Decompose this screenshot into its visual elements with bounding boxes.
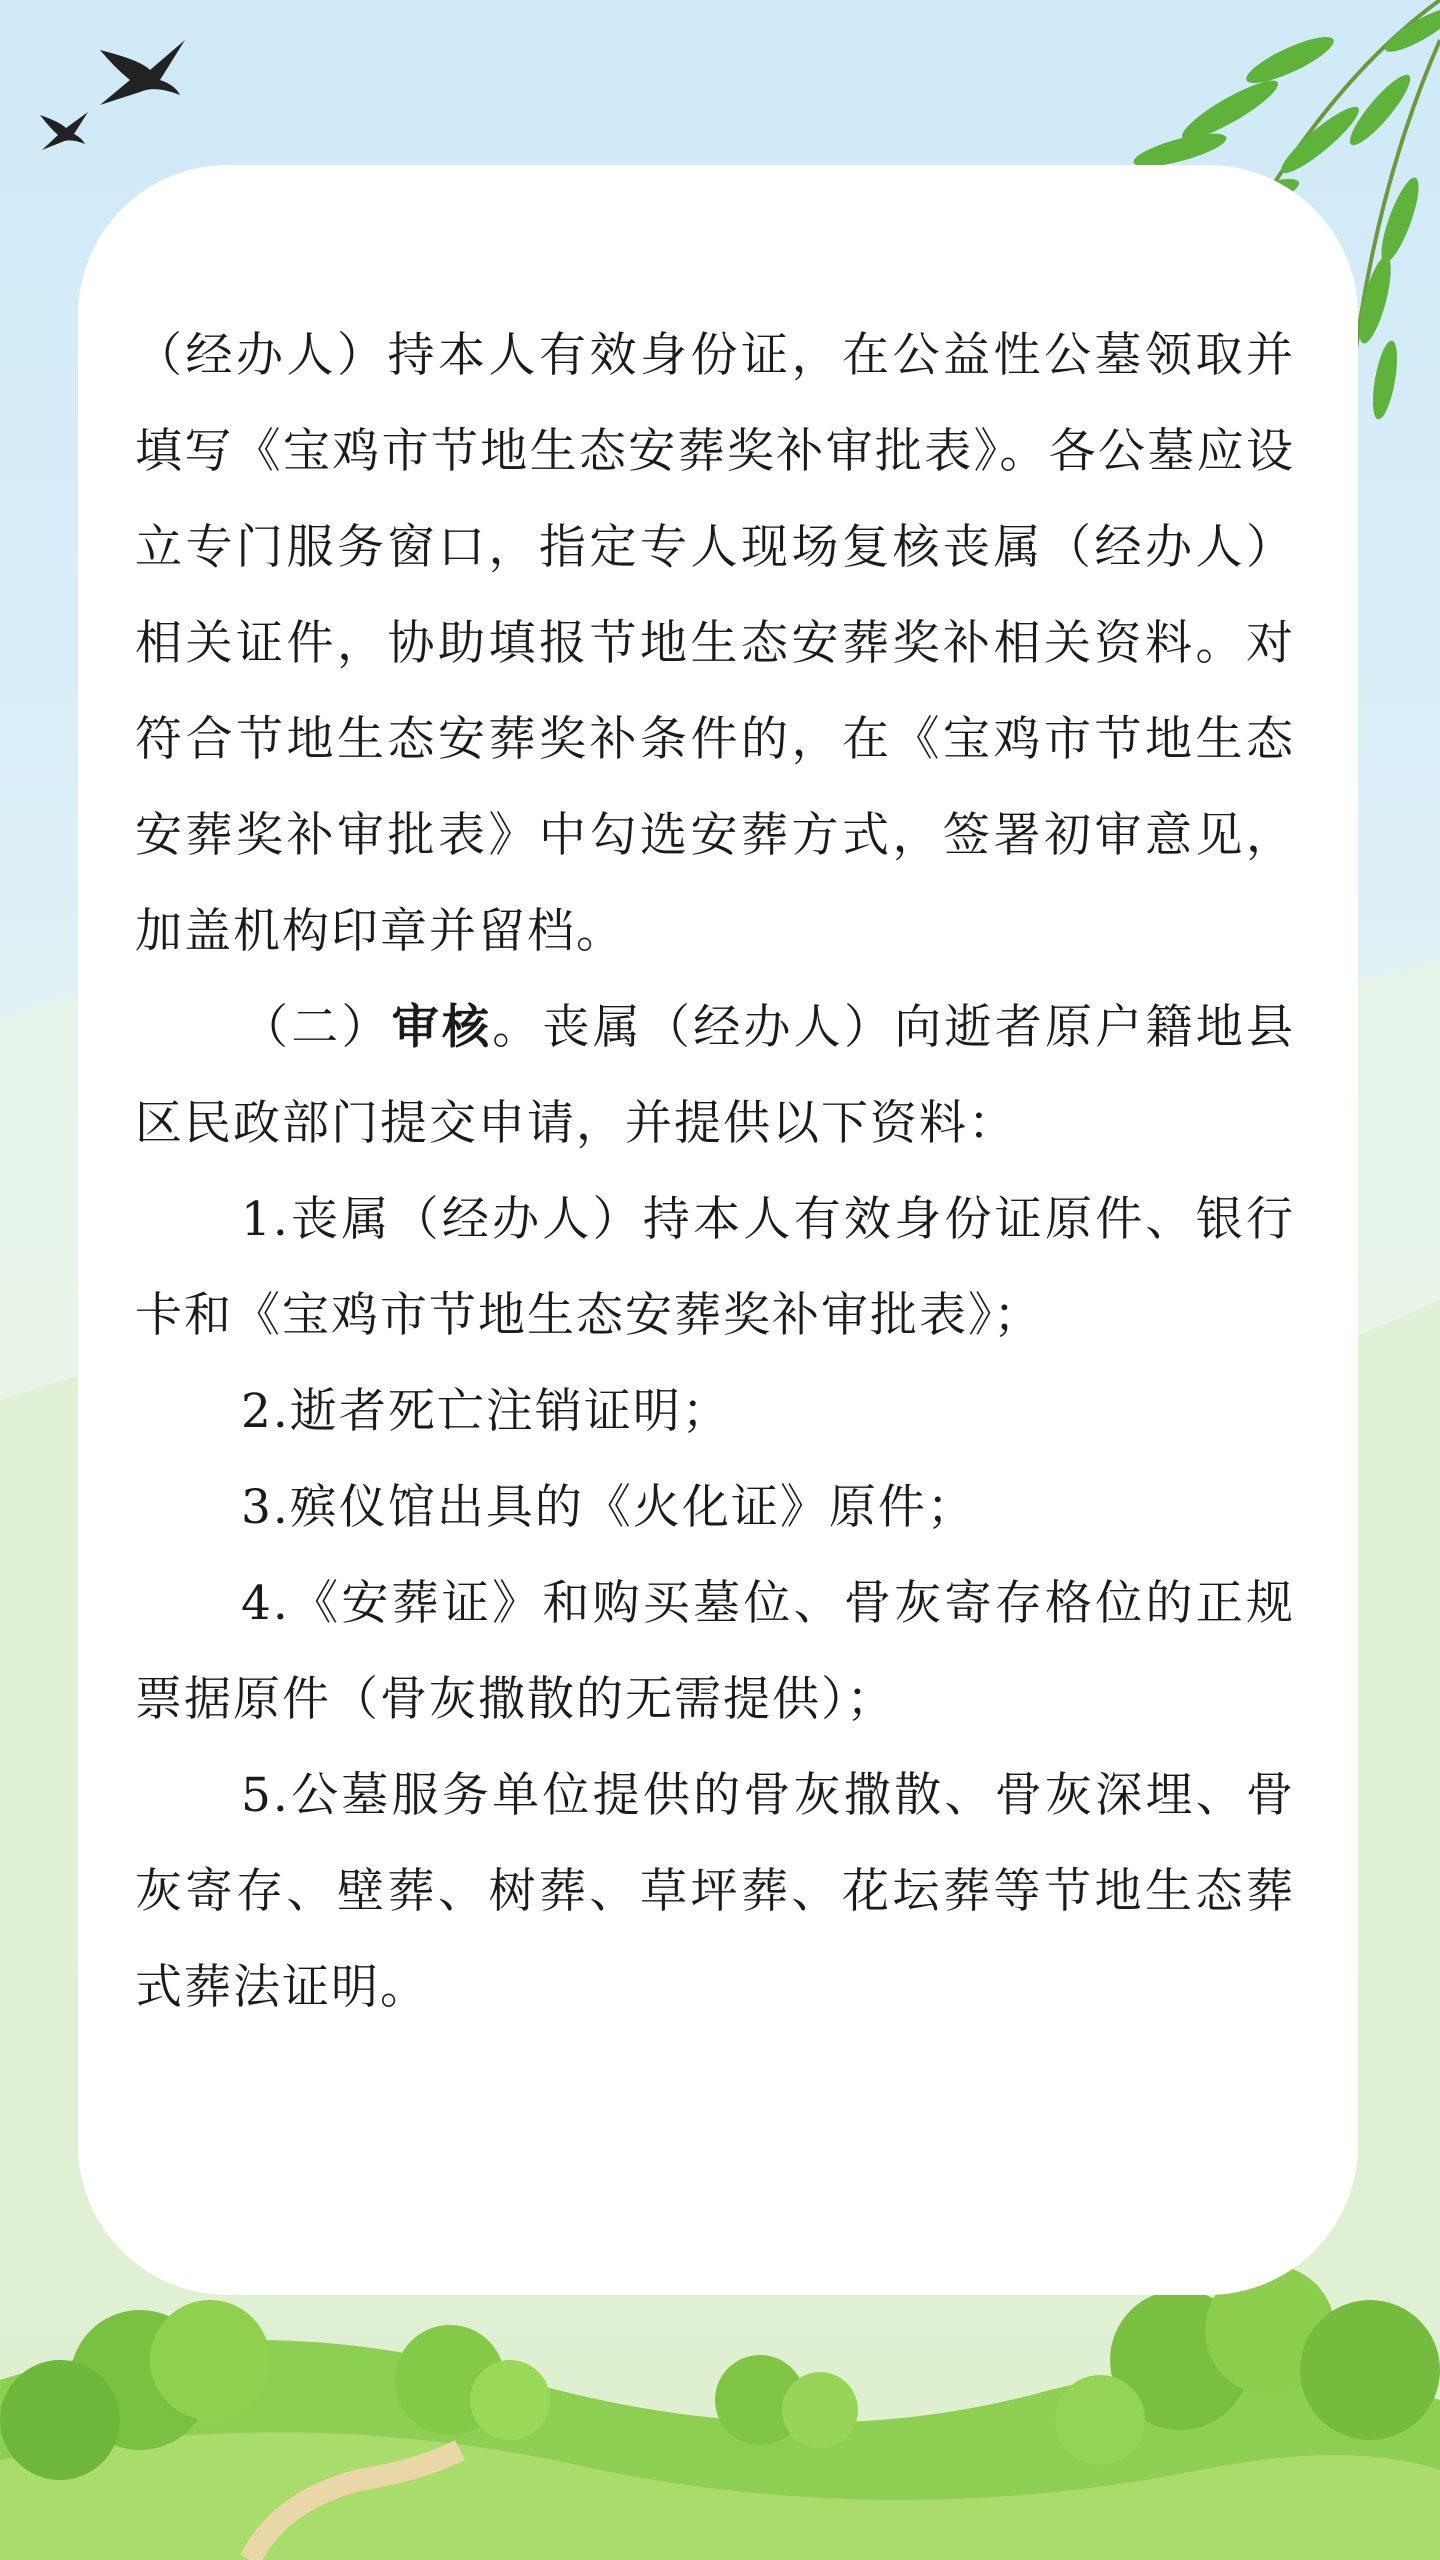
paragraph-text: （经办人）持本人有效身份证，在公益性公墓领取并填写《宝鸡市节地生态安葬奖补审批表》。各公墓应设立专门服务窗口，指定专人现场复核丧属（经办人）相关证件，协助填报节地生态安葬奖补相关资料。对符合节地生态安葬奖补条件的，在《宝鸡市节地生态安葬奖补审批表》中勾选安葬方式，签署初审意见，加盖机构印章并留档。 xyxy=(135,328,1295,959)
document-body xyxy=(135,308,1295,2036)
list-item-text: 2.逝者死亡注销证明； xyxy=(241,1384,731,1439)
section-number: （二） xyxy=(241,1000,392,1055)
list-item xyxy=(135,1748,1295,2036)
list-item xyxy=(135,1556,1295,1748)
list-item-text: 1.丧属（经办人）持本人有效身份证原件、银行卡和《宝鸡市节地生态安葬奖补审批表》； xyxy=(135,1192,1295,1343)
paragraph-text: 。丧属（经办人）向逝者原户籍地县区民政部门提交申请，并提供以下资料： xyxy=(135,1000,1295,1151)
paragraph-review xyxy=(135,980,1295,1172)
paragraph-intro xyxy=(135,308,1295,980)
list-item-text: 3.殡仪馆出具的《火化证》原件； xyxy=(241,1480,976,1535)
section-heading: 审核 xyxy=(391,1000,493,1055)
list-item-text: 4.《安葬证》和购买墓位、骨灰寄存格位的正规票据原件（骨灰撒散的无需提供）； xyxy=(135,1576,1295,1727)
list-item xyxy=(135,1172,1295,1364)
list-item xyxy=(135,1364,1295,1460)
list-item-text: 5.公墓服务单位提供的骨灰撒散、骨灰深埋、骨灰寄存、壁葬、树葬、草坪葬、花坛葬等节地生态葬式葬法证明。 xyxy=(135,1768,1295,2015)
list-item xyxy=(135,1460,1295,1556)
swallow-icon xyxy=(40,40,185,150)
